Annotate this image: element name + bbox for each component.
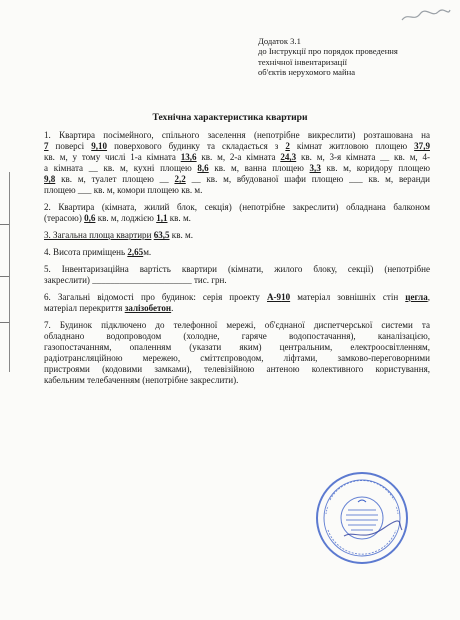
- official-round-seal: [314, 470, 410, 566]
- p1-text: кв. м, у тому числі 1-а кімната: [44, 152, 176, 162]
- paragraph-4: [44, 247, 430, 258]
- p2-text: кв. м.: [169, 213, 191, 223]
- p2-text: 2. Квартира (кімната, жилий блок, секція) (непотрібне закреслити) обладнана балконом: [44, 202, 430, 212]
- living-area-value: 37,9: [414, 141, 430, 151]
- p1-text: кімнат житловою площею: [296, 141, 408, 151]
- left-margin-strip: [0, 172, 10, 372]
- rooms-value: 2: [285, 141, 290, 151]
- p5-text: 5. Інвентаризаційна вартість квартири (кімнати, жилого блоку, секції) (непотрібне: [44, 264, 430, 274]
- loggia-value: 1,1: [156, 213, 168, 223]
- p5-text: закреслити) ______________________ тис. грн.: [44, 275, 227, 285]
- p6-text: матеріал зовнішніх стін: [297, 292, 399, 302]
- total-area-value: 63,5: [153, 230, 170, 240]
- p1-text: поверсі: [55, 141, 85, 151]
- document-title: Технічна характеристика квартири: [152, 112, 308, 123]
- p3-text: 3. Загальна площа квартири: [44, 230, 152, 240]
- p1-text: __ кв. м, вбудованої шафи площею ___ кв. м, веранди: [191, 174, 431, 184]
- walls-value: цегла: [405, 292, 428, 302]
- toilet-value: 2,2: [174, 174, 186, 184]
- room1-value: 13,6: [180, 152, 197, 162]
- series-number-value: 10: [281, 292, 291, 302]
- annex-line-2: до Інструкції про порядок проведення: [258, 46, 398, 57]
- p6-text: матеріал перекриття: [44, 303, 123, 313]
- margin-tick: [0, 224, 9, 225]
- p1-text: кв. м, коридору площею: [326, 163, 430, 173]
- paragraph-3: [44, 230, 430, 241]
- p4-text: м.: [143, 247, 152, 257]
- p1-text: кв. м, 3-я кімната __ кв. м, 4-: [301, 152, 431, 162]
- period: .: [171, 303, 174, 313]
- p4-text: 4. Висота приміщень: [44, 247, 126, 257]
- p1-text: а кімната __ кв. м, кухні площею: [44, 163, 192, 173]
- p7-line: обладнано водопроводом (холодне, гаряче водопостачання), каналізацією,: [44, 331, 430, 341]
- comma: ,: [427, 292, 430, 302]
- p1-text: кв. м, 2-а кімната: [201, 152, 276, 162]
- p6-text: 6. Загальні відомості про будинок: серія проекту: [44, 292, 260, 302]
- p1-text: площею ___ кв. м, комори площею кв. м.: [44, 185, 203, 195]
- p7-line: 7. Будинок підключено до телефонної мережі, об'єднаної диспетчерської системи та: [44, 320, 430, 330]
- balcony-value: 0,6: [84, 213, 96, 223]
- paragraph-6: [44, 292, 430, 314]
- p2-text: (терасою): [44, 213, 82, 223]
- p3-text: кв. м.: [171, 230, 193, 240]
- floors-total-value: 9,10: [91, 141, 108, 151]
- annex-line-4: об'єктів нерухомого майна: [258, 67, 356, 78]
- room2-value: 24,3: [280, 152, 297, 162]
- document-body: [44, 130, 430, 392]
- paragraph-5: [44, 264, 430, 286]
- margin-tick: [0, 322, 9, 323]
- p7-line: пристроями (кодовими замками), телевізійною антеною колективного користування,: [44, 364, 430, 374]
- margin-tick: [0, 276, 9, 277]
- paragraph-1: [44, 130, 430, 196]
- p2-text: кв. м, лоджією: [97, 213, 154, 223]
- height-value: 2,65: [127, 247, 144, 257]
- annex-header: [258, 36, 448, 78]
- paragraph-7: [44, 320, 430, 386]
- p1-text: кв. м, туалет площею __: [61, 174, 169, 184]
- paragraph-2: [44, 202, 430, 224]
- corner-handwriting-mark: [398, 6, 452, 26]
- p7-line: кабельним телебаченням (непотрібне закреслити).: [44, 375, 239, 385]
- p1-text: кв. м, ванна площею: [214, 163, 304, 173]
- kitchen-value: 8,6: [197, 163, 209, 173]
- floor-value: 7: [44, 141, 49, 151]
- p1-text: 1. Квартира посімейного, спільного заселення (непотрібне викреслити) розташована на: [44, 130, 430, 140]
- series-value: А-9: [267, 292, 282, 302]
- p7-line: радіотрансляційною мережею, сміттєпроводом, ліфтами, замково-переговорними: [44, 353, 430, 363]
- p7-line: газопостачанням, опаленням (указати яким) центральним, електроосвітленням,: [44, 342, 430, 352]
- p1-text: поверхового будинку та складається з: [114, 141, 279, 151]
- slabs-value: залізобетон: [124, 303, 172, 313]
- annex-line-3: технічної інвентаризації: [258, 56, 348, 67]
- corridor-value: 9,8: [44, 174, 56, 184]
- annex-line-1: Додаток 3.1: [258, 36, 301, 46]
- bath-value: 3,3: [309, 163, 321, 173]
